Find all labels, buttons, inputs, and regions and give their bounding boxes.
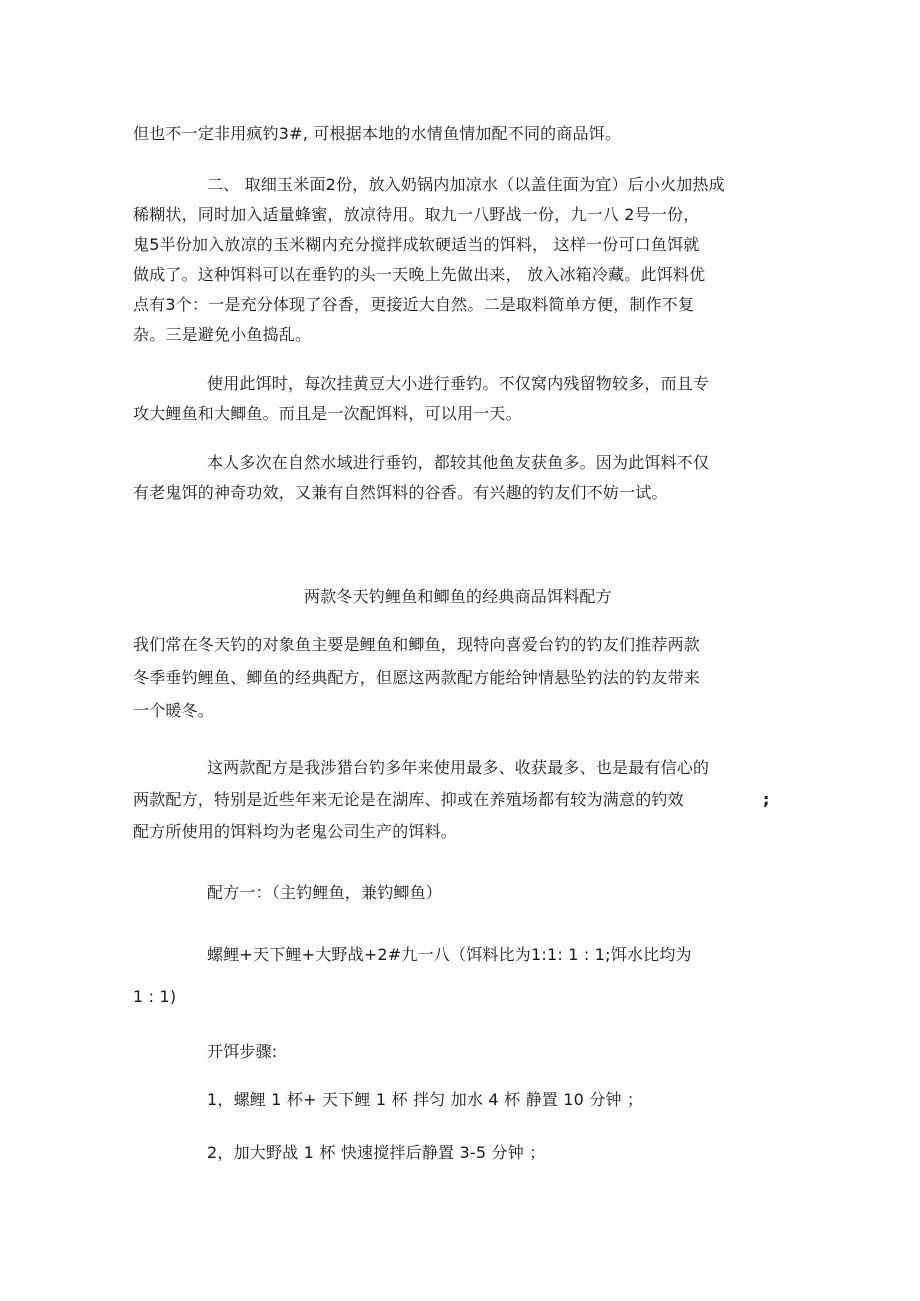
paragraph-line: 两款配方，特别是近些年来无论是在湖库、抑或在养殖场都有较为满意的钓效	[133, 790, 684, 809]
paragraph-line: 鬼5半份加入放凉的玉米糊内充分搅拌成软硬适当的饵料， 这样一份可口鱼饵就	[133, 235, 700, 254]
steps-heading: 开饵步骤:	[207, 1042, 278, 1061]
paragraph-line: 这两款配方是我涉猎台钓多年来使用最多、收获最多、也是最有信心的	[207, 758, 710, 777]
paragraph-line: 冬季垂钓鲤鱼、鲫鱼的经典配方，但愿这两款配方能给钟情悬坠钓法的钓友带来	[133, 668, 701, 687]
paragraph-line: 稀糊状，同时加入适量蜂蜜，放凉待用。取九一八野战一份，九一八 2号一份，	[133, 205, 700, 224]
section-title: 两款冬天钓鲤鱼和鲫鱼的经典商品饵料配方	[304, 587, 612, 606]
stray-semicolon: ;	[763, 790, 770, 809]
paragraph-line: 二、 取细玉米面2份，放入奶锅内加凉水（以盖住面为宜）后小火加热成	[207, 175, 725, 194]
paragraph-line: 攻大鲤鱼和大鲫鱼。而且是一次配饵料，可以用一天。	[133, 404, 522, 423]
paragraph-line: 我们常在冬天钓的对象鱼主要是鲤鱼和鲫鱼，现特向喜爱台钓的钓友们推荐两款	[133, 635, 701, 654]
paragraph-line: 点有3个：一是充分体现了谷香，更接近大自然。二是取料简单方便，制作不复	[133, 295, 695, 314]
formula-heading: 配方一：（主钓鲤鱼，兼钓鲫鱼）	[207, 883, 443, 902]
step-item: 2，加大野战 1 杯 快速搅拌后静置 3-5 分钟 ；	[207, 1143, 546, 1162]
formula-recipe: 螺鲤+天下鲤+大野战+2#九一八（饵料比为1:1: 1 : 1;饵水比均为	[207, 945, 692, 964]
paragraph-line: 有老鬼饵的神奇功效，又兼有自然饵料的谷香。有兴趣的钓友们不妨一试。	[133, 483, 668, 502]
paragraph-line: 杂。三是避免小鱼捣乱。	[133, 325, 312, 344]
paragraph-line: 使用此饵时，每次挂黄豆大小进行垂钓。不仅窝内残留物较多，而且专	[207, 374, 710, 393]
step-item: 1，螺鲤 1 杯+ 天下鲤 1 杯 拌匀 加水 4 杯 静置 10 分钟 ；	[207, 1090, 644, 1109]
paragraph-line: 配方所使用的饵料均为老鬼公司生产的饵料。	[133, 822, 458, 841]
paragraph-line: 本人多次在自然水域进行垂钓，都较其他鱼友获鱼多。因为此饵料不仅	[207, 453, 710, 472]
paragraph-line: 一个暖冬。	[133, 701, 215, 720]
paragraph-line: 但也不一定非用疯钓3#, 可根据本地的水情鱼情加配不同的商品饵。	[133, 124, 622, 143]
paragraph-line: 做成了。这种饵料可以在垂钓的头一天晚上先做出来， 放入冰箱冷藏。此饵料优	[133, 265, 706, 284]
formula-ratio: 1 : 1)	[133, 987, 177, 1006]
